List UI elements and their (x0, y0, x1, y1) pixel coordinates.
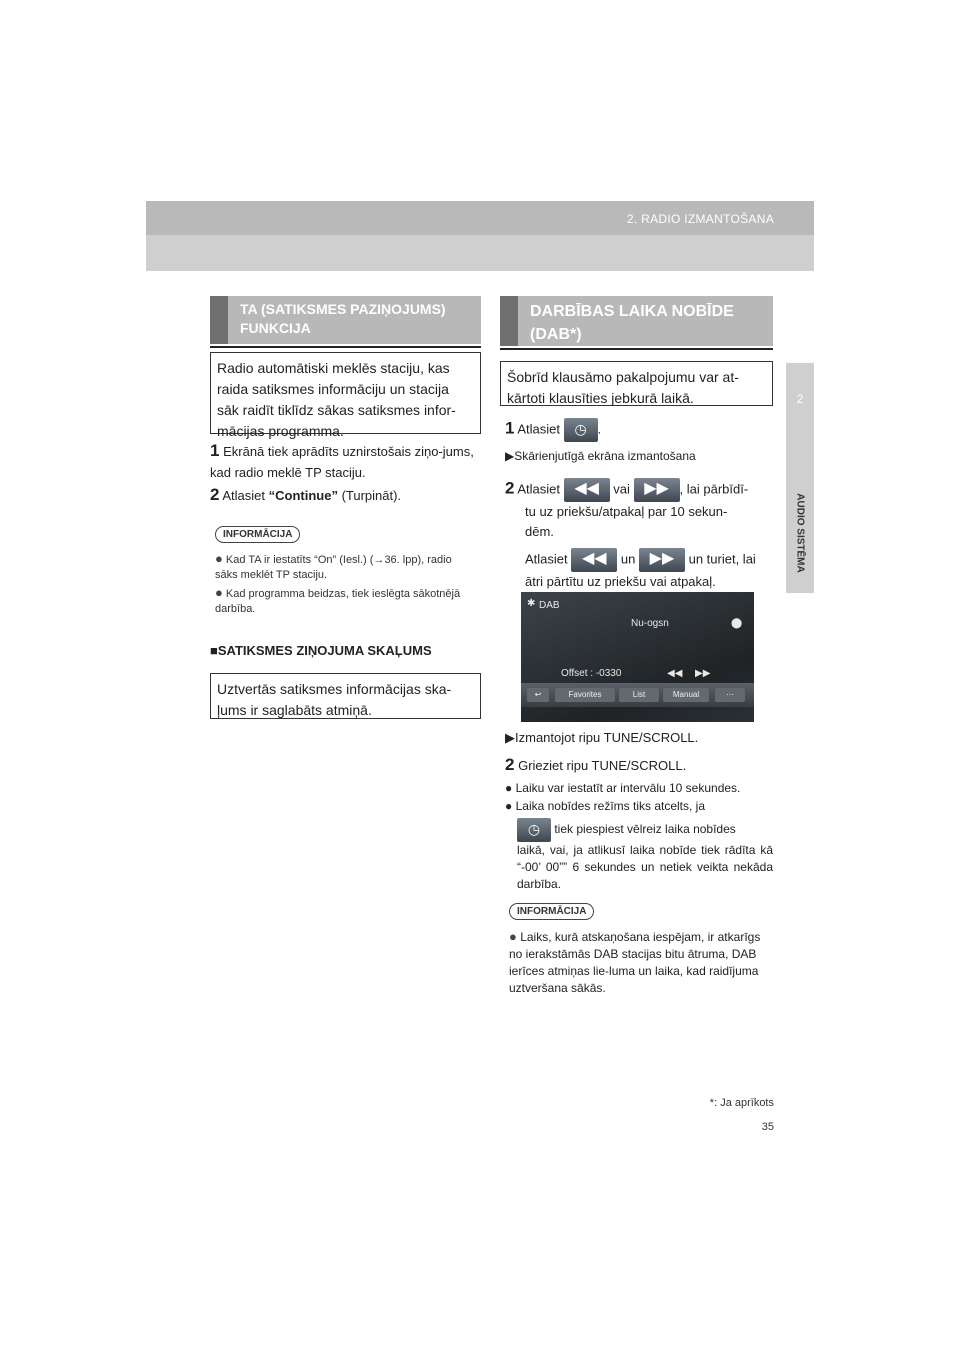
screen-menu-icon: ⋯ (715, 688, 745, 702)
screen-rewind-icon: ◀◀ (667, 668, 683, 679)
screen-favorites: Favorites (555, 688, 615, 702)
section-title-line-1: TA (SATIKSMES PAZIŅOJUMS) (240, 301, 446, 317)
rewind-icon: ◀◀ (574, 480, 599, 497)
info-text: Kad programma beidzas, tiek ieslēgta sākotnējā darbība. (215, 588, 461, 615)
screen-back-icon: ↩ (527, 688, 549, 702)
info-text: Laiks, kurā atskaņošana iespējam, ir atkarīgs no ierakstāmās DAB stacijas bitu ātruma, DAB ierīces atmiņas lie-luma un laika, kad raidījuma uztveršana sākās. (509, 930, 761, 995)
subheading-volume: ■SATIKSMES ZIŅOJUMA SKAĻUMS (210, 643, 432, 658)
side-tab-label-wrap (779, 478, 821, 588)
bullet-item (505, 781, 773, 795)
forward-button[interactable] (634, 478, 680, 502)
bullet-dot-icon: ● (509, 929, 517, 944)
step-number: 1 (210, 441, 220, 460)
step-text-end: (Turpināt). (337, 488, 402, 503)
dab-intro-box: Šobrīd klausāmo pakalpojumu var at-kārtoti klausīties jebkurā laikā. (500, 361, 773, 406)
side-tab-number: 2 (796, 392, 804, 406)
section-marker (210, 296, 228, 344)
bullet-item (505, 798, 773, 893)
info-item (215, 585, 477, 617)
step-number: 1 (505, 418, 515, 438)
bullet-dot-icon: ● (505, 781, 513, 795)
section-header-ta (210, 296, 481, 344)
section-title-line-2: FUNKCIJA (240, 320, 311, 336)
forward-button-hold[interactable] (639, 548, 685, 572)
bullet-text: Laiku var iestatīt ar intervālu 10 sekundes. (515, 781, 741, 795)
step-text: un turiet, lai (688, 551, 756, 567)
step-number: 2 (505, 478, 515, 498)
forward-icon: ▶▶ (649, 550, 675, 567)
step-number: 2 (210, 485, 220, 504)
dab-screen-image (521, 592, 754, 722)
step-text-end: . (597, 421, 602, 437)
step-text-or: vai (613, 481, 630, 497)
screen-manual: Manual (663, 688, 709, 702)
step-text: Atlasiet (517, 421, 561, 437)
footnote: *: Ja aprīkots (709, 1097, 774, 1109)
ta-step-1 (210, 440, 485, 483)
time-shift-button[interactable] (564, 418, 598, 442)
step-text: Ekrānā tiek aprādīts uznirstošais ziņo-jums, kad radio meklē TP staciju. (210, 444, 474, 480)
screen-settings-icon: ⬤ (731, 618, 743, 629)
chapter-title: 2. RADIO IZMANTOŠANA (626, 212, 774, 226)
side-tab-label: AUDIO SISTĒMA (794, 493, 806, 573)
info-item (509, 928, 771, 997)
time-shift-button[interactable] (517, 818, 551, 842)
touchscreen-method: ▶Skārienjutīgā ekrāna izmantošana (505, 449, 696, 463)
dab-step-2 (505, 478, 773, 592)
section-title-line-1: DARBĪBAS LAIKA NOBĪDE (530, 303, 734, 320)
screen-station: Nu-ogsn (631, 618, 669, 629)
dab-step-1 (505, 418, 601, 442)
section-marker (500, 296, 518, 346)
bullet-text: tiek piespiest vēlreiz laika nobīdes (554, 822, 736, 837)
step-text-line: tu uz priekšu/atpakaļ par 10 sekun- (525, 504, 728, 519)
screen-offset: Offset : -0330 (561, 668, 622, 679)
volume-box: Uztvertās satiksmes informācijas ska-ļums ir saglabāts atmiņā. (210, 673, 481, 719)
step-text: Atlasiet (222, 488, 269, 503)
bullet-text: Laika nobīdes režīms tiks atcelts, ja (515, 799, 706, 813)
rewind-icon: ◀◀ (581, 550, 607, 567)
info-badge: INFORMĀCIJA (215, 526, 300, 543)
screen-forward-icon: ▶▶ (695, 668, 711, 679)
screen-dab-label: DAB (539, 600, 560, 611)
bullet-dot-icon: ● (505, 799, 513, 813)
divider (210, 346, 481, 348)
bullet-text: laikā, vai, ja atlikusī laika nobīde tiek rādīta kā “-00’ 00”” 6 sekundes un netiek veikta nekāda darbība. (517, 843, 773, 891)
dab-icon: ✱ (527, 598, 536, 609)
time-shift-icon: ◷ (574, 421, 587, 437)
continue-label: “Continue” (268, 488, 338, 503)
step-text: Atlasiet (517, 481, 561, 497)
section-title-line-2: (DAB*) (530, 326, 582, 343)
step-text-line: ātri pārtītu uz priekšu vai atpakaļ. (525, 574, 716, 589)
page-number: 35 (761, 1121, 774, 1133)
info-item (215, 551, 477, 583)
screen-list: List (619, 688, 659, 702)
section-title (530, 300, 734, 346)
forward-icon: ▶▶ (644, 480, 669, 497)
info-badge: INFORMĀCIJA (509, 903, 594, 920)
step-text-and: un (620, 551, 636, 567)
section-title (240, 300, 446, 338)
dab-step-3 (505, 755, 686, 775)
scroll-method: ▶Izmantojot ripu TUNE/SCROLL. (505, 730, 699, 745)
section-header-dab (500, 296, 773, 346)
bullet-dot-icon: ● (215, 585, 223, 600)
step-text: , lai pārbīdī- (679, 481, 749, 497)
time-shift-icon: ◷ (527, 821, 541, 837)
info-text: Kad TA ir iestatīts “On” (Iesl.) (→36. lpp), radio sāks meklēt TP staciju. (215, 554, 452, 581)
divider (500, 348, 773, 350)
bullet-dot-icon: ● (215, 551, 223, 566)
ta-intro-box: Radio automātiski meklēs staciju, kas raida satiksmes informāciju un stacija sāk raidīt tiklīdz sākas satiksmes infor-mācijas programma. (210, 352, 481, 434)
rewind-button-hold[interactable] (571, 548, 617, 572)
step-text-line: dēm. (525, 524, 554, 539)
step-text: Atlasiet (525, 551, 568, 567)
step-number: 2 (505, 755, 515, 774)
step-text: Grieziet ripu TUNE/SCROLL. (518, 758, 687, 773)
rewind-button[interactable] (564, 478, 610, 502)
ta-step-2 (210, 485, 485, 505)
